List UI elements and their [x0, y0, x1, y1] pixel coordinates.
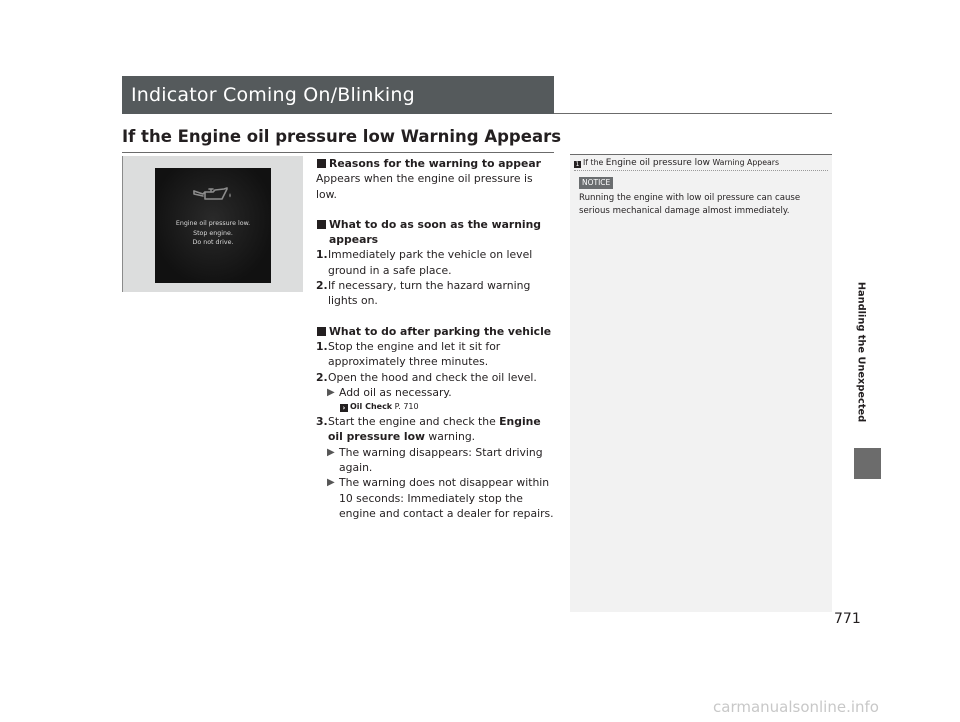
step-item — [316, 247, 556, 278]
sidebar-dotted-rule — [574, 170, 828, 171]
section-rule — [554, 113, 832, 114]
immediate-heading-text — [329, 217, 541, 248]
chapter-tab-text: Handling the Unexpected — [855, 281, 867, 423]
step-text: If necessary, turn the hazard warning lights on. — [328, 279, 531, 308]
step-text-part: warning. — [425, 430, 476, 444]
message-line: Do not drive. — [192, 239, 234, 246]
step-item — [316, 370, 556, 385]
reasons-text: Appears when the engine oil pressure is low. — [316, 172, 533, 201]
section-title: Indicator Coming On/Blinking — [122, 76, 554, 114]
screen-message — [155, 219, 271, 248]
step-text-bold: Engine oil pressure low — [328, 415, 541, 444]
page-title: If the Engine oil pressure low Warning Appears — [122, 127, 562, 146]
warning-figure — [122, 156, 303, 292]
reference-arrow-icon: › — [340, 404, 348, 412]
sidebar-ref-prefix: If the — [583, 158, 606, 167]
sidebar-ref-main: Engine oil pressure low — [605, 158, 710, 168]
arrow-right-icon: ▶ — [327, 386, 335, 398]
step-number: 2. — [316, 279, 328, 293]
step-item — [316, 339, 556, 370]
main-column — [316, 156, 556, 521]
immediate-heading-line: appears — [329, 233, 379, 247]
step-item — [316, 278, 556, 309]
chapter-tab-label[interactable] — [846, 262, 876, 442]
after-parking-heading — [316, 324, 556, 339]
after-parking-heading-text: What to do after parking the vehicle — [329, 324, 552, 338]
cross-reference-link[interactable] — [316, 400, 556, 414]
reference-label: Oil Check — [350, 402, 393, 412]
step-number: 2. — [316, 370, 328, 384]
watermark: carmanualsonline.info — [713, 698, 879, 716]
immediate-heading-line: What to do as soon as the warning — [329, 217, 542, 231]
arrow-right-icon: ▶ — [327, 477, 335, 489]
sidebar-reference — [574, 158, 779, 168]
note-icon: 1 — [575, 161, 580, 168]
notice-badge: NOTICE — [579, 177, 613, 189]
reasons-heading-text: Reasons for the warning to appear — [329, 157, 541, 170]
step-text: Immediately park the vehicle on level ground in a safe place. — [328, 248, 533, 277]
arrow-right-icon: ▶ — [327, 446, 335, 458]
step-text — [327, 414, 556, 445]
sidebar-notes — [570, 154, 832, 612]
sub-step — [316, 385, 556, 400]
oil-can-icon — [191, 184, 235, 206]
sub-step-text: The warning disappears: Start driving again. — [339, 445, 543, 475]
immediate-heading — [316, 217, 556, 248]
step-text-part: Start the engine and check the — [328, 415, 500, 429]
notice-text: Running the engine with low oil pressure can cause serious mechanical damage almost immediately. — [579, 193, 801, 216]
reasons-heading — [316, 156, 556, 171]
step-text: Open the hood and check the oil level. — [328, 370, 537, 384]
sub-step-text: Add oil as necessary. — [339, 385, 452, 399]
sidebar-ref-suffix: Warning Appears — [709, 158, 780, 167]
sub-step — [316, 475, 556, 521]
sub-step — [316, 445, 556, 476]
step-number: 1. — [316, 248, 328, 262]
step-item — [316, 414, 556, 445]
message-line: Stop engine. — [193, 229, 233, 237]
display-screen — [155, 168, 271, 283]
title-rule — [122, 152, 554, 153]
step-number: 3. — [316, 415, 328, 429]
message-line: Engine oil pressure low. — [175, 220, 251, 227]
sidebar-rule — [570, 154, 832, 155]
step-text: Stop the engine and let it sit for approximately three minutes. — [328, 339, 501, 369]
bullet-square-icon — [317, 327, 326, 336]
bullet-square-icon — [317, 159, 326, 168]
chapter-tab-marker[interactable] — [854, 448, 881, 479]
page-number: 771 — [834, 611, 861, 627]
step-number: 1. — [316, 339, 328, 353]
sub-step-text: The warning does not disappear within 10 seconds: Immediately stop the engine and contact a dealer for repairs. — [339, 476, 554, 520]
reference-page: P. 710 — [394, 402, 419, 412]
bullet-square-icon — [317, 220, 326, 229]
